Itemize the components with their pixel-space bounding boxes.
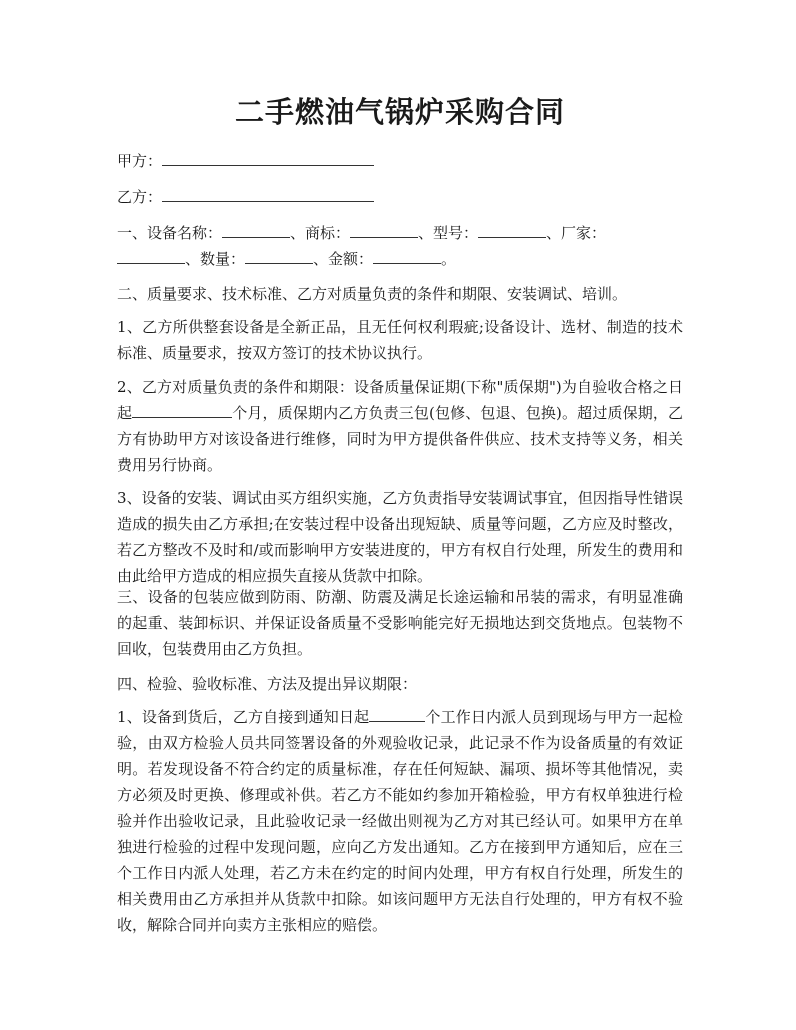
maker-label: 、厂家： (546, 224, 607, 242)
section-equipment (117, 220, 683, 272)
document-title: 二手燃油气锅炉采购合同 (234, 95, 565, 129)
clause-quality-1: 1、乙方所供整套设备是全新正品，且无任何权利瑕疵;设备设计、选材、制造的技术标准、质量要求，按双方签订的技术协议执行。 (117, 318, 683, 362)
model-blank (478, 224, 546, 238)
equipment-end: 。 (441, 250, 457, 268)
trademark-label: 、商标： (290, 224, 351, 242)
party-a-label: 甲方： (117, 152, 163, 170)
clause-quality-2-after: 个月，质保期内乙方负责三包(包修、包退、包换)。超过质保期，乙方有协助甲方对该设备进行维修，同时为甲方提供备件供应、技术支持等义务，相关费用另行协商。 (117, 404, 683, 474)
clause-quality-3: 3、设备的安装、调试由买方组织实施，乙方负责指导安装调试事宜，但因指导性错误造成的损失由乙方承担;在安装过程中设备出现短缺、质量等问题，乙方应及时整改，若乙方整改不及时和/或而影响甲方安装进度的，甲方有权自行处理，所发生的费用和由此给甲方造成的相应损失直接从货款中扣除。 (117, 489, 683, 585)
clause-quality-2-before: 2、乙方对质量负责的条件和期限：设备质量保证期(下称"质保期")为自验收合格之日起 (117, 378, 683, 422)
party-b-row (117, 187, 374, 207)
inspection-days-blank (369, 708, 425, 722)
quantity-blank (245, 250, 313, 264)
equipment-name-blank (222, 224, 290, 238)
model-label: 、型号： (418, 224, 479, 242)
amount-blank (373, 250, 441, 264)
party-a-blank (162, 152, 374, 166)
quantity-label: 、数量： (185, 250, 246, 268)
warranty-months-blank (132, 404, 232, 418)
section-packaging: 三、设备的包装应做到防雨、防潮、防震及满足长途运输和吊装的需求，有明显准确的起重、装卸标识、并保证设备质量不受影响能完好无损地达到交货地点。包装物不回收，包装费用由乙方负担。 (117, 588, 683, 658)
maker-blank (117, 250, 185, 264)
amount-label: 、金额： (313, 250, 374, 268)
trademark-blank (350, 224, 418, 238)
party-a-row (117, 151, 374, 171)
clause-inspection-1-before: 1、设备到货后，乙方自接到通知日起 (117, 708, 370, 726)
clause-quality-2 (117, 374, 683, 478)
party-b-blank (162, 188, 374, 202)
section-quality-heading: 二、质量要求、技术标准、乙方对质量负责的条件和期限、安装调试、培训。 (117, 285, 628, 303)
clause-inspection-1 (117, 704, 683, 938)
section-inspection-heading: 四、检验、验收标准、方法及提出异议期限： (117, 675, 418, 693)
party-b-label: 乙方： (117, 188, 163, 206)
equipment-name-label: 一、设备名称： (117, 224, 223, 242)
clause-inspection-1-after: 个工作日内派人员到现场与甲方一起检验，由双方检验人员共同签署设备的外观验收记录，此记录不作为设备质量的有效证明。若发现设备不符合约定的质量标准，存在任何短缺、漏项、损坏等其他情况，卖方必须及时更换、修理或补供。若乙方不能如约参加开箱检验，甲方有权单独进行检验并作出验收记录，且此验收记录一经做出则视为乙方对其已经认可。如果甲方在单独进行检验的过程中发现问题，应向乙方发出通知。乙方在接到甲方通知后，应在三个工作日内派人处理，若乙方未在约定的时间内处理，甲方有权自行处理，所发生的相关费用由乙方承担并从货款中扣除。如该问题甲方无法自行处理的，甲方有权不验收，解除合同并向卖方主张相应的赔偿。 (117, 708, 683, 934)
